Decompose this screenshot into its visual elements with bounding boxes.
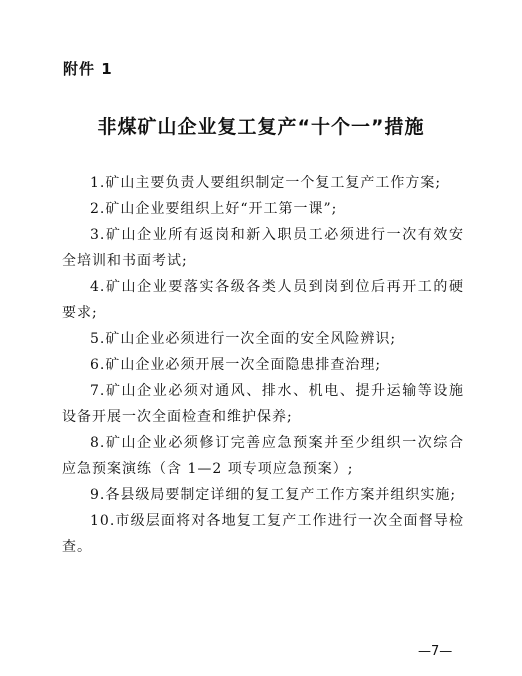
measure-item-2: 2.矿山企业要组织上好“开工第一课”;: [90, 201, 338, 217]
attachment-label: 附件 1: [63, 60, 113, 78]
measure-item-8: 8.矿山企业必须修订完善应急预案并至少组织一次综合应急预案演练（含 1—2 项专项应急预案）;: [62, 435, 464, 477]
measure-item-5: 5.矿山企业必须进行一次全面的安全风险辨识;: [90, 331, 397, 347]
measure-item-3: 3.矿山企业所有返岗和新入职员工必须进行一次有效安全培训和书面考试;: [62, 227, 464, 269]
measure-item-7: 7.矿山企业必须对通风、排水、机电、提升运输等设施设备开展一次全面检查和维护保养;: [62, 383, 464, 425]
measures-list: [62, 170, 464, 560]
measure-item-9: 9.各县级局要制定详细的复工复产工作方案并组织实施;: [90, 487, 457, 503]
measure-item-6: 6.矿山企业必须开展一次全面隐患排查治理;: [90, 357, 382, 373]
document-title: 非煤矿山企业复工复产“十个一”措施: [97, 116, 425, 138]
measure-item-10: 10.市级层面将对各地复工复产工作进行一次全面督导检查。: [62, 513, 464, 555]
measure-item-4: 4.矿山企业要落实各级各类人员到岗到位后再开工的硬要求;: [62, 279, 464, 321]
measure-item-1: 1.矿山主要负责人要组织制定一个复工复产工作方案;: [90, 175, 442, 191]
page-number: —7—: [418, 644, 453, 659]
